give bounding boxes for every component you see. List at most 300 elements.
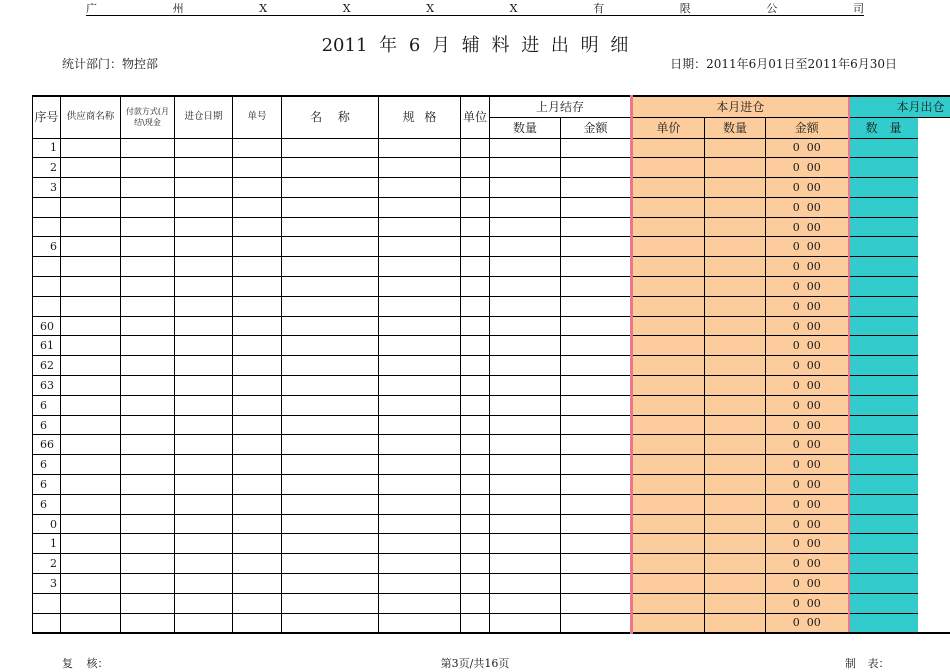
cell-prev-qty [490,296,561,316]
cell-name [282,277,379,297]
company-name-char: X [259,2,268,15]
cell-unit [461,296,490,316]
cell-name [282,534,379,554]
cell-unit [461,593,490,613]
cell-prev-qty [490,415,561,435]
cell-prev-qty [490,494,561,514]
table-row [33,237,950,257]
company-name-char: X [342,2,351,15]
cell-supplier [61,395,121,415]
cell-out-qty [849,336,918,356]
cell-blank [918,574,950,594]
cell-in-date [175,237,233,257]
cell-name [282,494,379,514]
cell-blank [918,613,950,633]
cell-blank [918,296,950,316]
company-name-char: 广 [86,2,97,15]
cell-in-price [632,158,705,178]
cell-in-qty [705,376,766,396]
table-row [33,336,950,356]
cell-in-amount: 0 00 [766,237,849,257]
table-header [33,96,950,138]
cell-blank [918,376,950,396]
cell-out-qty [849,494,918,514]
cell-seq [33,217,61,237]
cell-in-price [632,356,705,376]
cell-prev-qty [490,593,561,613]
cell-payment [121,138,175,158]
cell-in-amount: 0 00 [766,455,849,475]
header-in-price: 单价 [632,117,705,138]
cell-name [282,455,379,475]
company-name-char: X [509,2,518,15]
cell-name [282,435,379,455]
cell-prev-qty [490,613,561,633]
cell-in-qty [705,158,766,178]
header-prev-balance: 上月结存 [490,96,632,117]
cell-in-amount: 0 00 [766,316,849,336]
cell-in-price [632,514,705,534]
cell-unit [461,613,490,633]
cell-unit [461,277,490,297]
cell-unit [461,455,490,475]
cell-unit [461,197,490,217]
cell-prev-amount [561,217,632,237]
cell-name [282,554,379,574]
cell-in-date [175,257,233,277]
cell-in-date [175,178,233,198]
cell-prev-qty [490,574,561,594]
cell-supplier [61,257,121,277]
cell-blank [918,277,950,297]
cell-in-amount: 0 00 [766,138,849,158]
cell-in-price [632,336,705,356]
table-row [33,296,950,316]
cell-unit [461,415,490,435]
cell-seq: 1 [33,138,61,158]
table-row [33,494,950,514]
cell-prev-qty [490,217,561,237]
cell-in-qty [705,494,766,514]
inventory-table [32,95,950,634]
cell-spec [379,138,461,158]
cell-in-price [632,475,705,495]
cell-supplier [61,415,121,435]
company-name-char: 有 [593,2,605,15]
company-name-char: 限 [679,2,691,15]
cell-doc-no [233,613,282,633]
cell-in-date [175,534,233,554]
cell-in-qty [705,455,766,475]
cell-unit [461,316,490,336]
cell-name [282,138,379,158]
cell-prev-amount [561,237,632,257]
cell-in-amount: 0 00 [766,475,849,495]
cell-in-qty [705,554,766,574]
cell-in-amount: 0 00 [766,554,849,574]
cell-out-qty [849,356,918,376]
cell-in-qty [705,277,766,297]
cell-in-price [632,296,705,316]
cell-unit [461,435,490,455]
cell-unit [461,554,490,574]
cell-blank [918,158,950,178]
cell-unit [461,356,490,376]
header-in-amount: 金额 [766,117,849,138]
cell-prev-amount [561,494,632,514]
cell-seq: 1 [33,534,61,554]
table-row [33,435,950,455]
table-row [33,475,950,495]
cell-blank [918,435,950,455]
cell-spec [379,415,461,435]
cell-blank [918,514,950,534]
cell-seq: 3 [33,178,61,198]
page-number: 第3页/共16页 [440,657,510,670]
cell-prev-amount [561,554,632,574]
table-row [33,158,950,178]
cell-in-date [175,376,233,396]
cell-unit [461,574,490,594]
cell-payment [121,435,175,455]
cell-prev-amount [561,574,632,594]
cell-in-date [175,455,233,475]
cell-name [282,613,379,633]
cell-out-qty [849,554,918,574]
cell-in-qty [705,356,766,376]
cell-doc-no [233,237,282,257]
cell-supplier [61,336,121,356]
header-in-date: 进仓日期 [175,96,233,138]
cell-out-qty [849,574,918,594]
cell-prev-qty [490,158,561,178]
table-row [33,554,950,574]
cell-in-date [175,277,233,297]
cell-name [282,376,379,396]
cell-in-amount: 0 00 [766,593,849,613]
table-row [33,257,950,277]
cell-seq [33,277,61,297]
cell-in-amount: 0 00 [766,435,849,455]
header-payment [121,96,175,138]
cell-prev-qty [490,475,561,495]
cell-supplier [61,534,121,554]
cell-prev-qty [490,435,561,455]
cell-doc-no [233,257,282,277]
table-row [33,178,950,198]
cell-in-date [175,514,233,534]
cell-out-qty [849,534,918,554]
cell-prev-amount [561,336,632,356]
cell-in-price [632,217,705,237]
cell-payment [121,158,175,178]
cell-name [282,197,379,217]
cell-name [282,237,379,257]
cell-prev-amount [561,613,632,633]
cell-in-date [175,356,233,376]
cell-seq: 3 [33,574,61,594]
cell-name [282,257,379,277]
cell-prev-qty [490,356,561,376]
cell-payment [121,415,175,435]
cell-supplier [61,237,121,257]
cell-blank [918,217,950,237]
cell-name [282,336,379,356]
header-unit: 单位 [461,96,490,138]
cell-doc-no [233,376,282,396]
cell-in-qty [705,138,766,158]
cell-in-qty [705,613,766,633]
cell-prev-amount [561,178,632,198]
cell-doc-no [233,514,282,534]
cell-unit [461,514,490,534]
cell-seq [33,593,61,613]
cell-in-qty [705,197,766,217]
cell-in-amount: 0 00 [766,257,849,277]
cell-prev-qty [490,257,561,277]
cell-seq [33,613,61,633]
cell-payment [121,316,175,336]
cell-doc-no [233,356,282,376]
cell-name [282,178,379,198]
cell-blank [918,534,950,554]
cell-supplier [61,455,121,475]
cell-payment [121,475,175,495]
table-row [33,455,950,475]
cell-in-date [175,613,233,633]
cell-doc-no [233,494,282,514]
cell-payment [121,554,175,574]
cell-doc-no [233,593,282,613]
cell-in-amount: 0 00 [766,158,849,178]
cell-in-qty [705,395,766,415]
cell-in-date [175,296,233,316]
cell-in-date [175,593,233,613]
cell-unit [461,534,490,554]
cell-payment [121,494,175,514]
cell-prev-qty [490,455,561,475]
cell-prev-amount [561,415,632,435]
cell-doc-no [233,395,282,415]
cell-spec [379,217,461,237]
cell-in-price [632,257,705,277]
cell-name [282,158,379,178]
cell-payment [121,593,175,613]
cell-prev-qty [490,277,561,297]
cell-blank [918,415,950,435]
cell-in-amount: 0 00 [766,217,849,237]
header-supplier: 供应商名称 [61,96,121,138]
cell-in-amount: 0 00 [766,336,849,356]
cell-spec [379,237,461,257]
table-row [33,217,950,237]
cell-payment [121,574,175,594]
cell-supplier [61,475,121,495]
page-title: 2011 年 6 月 辅 料 进 出 明 细 [321,35,629,56]
cell-in-qty [705,237,766,257]
cell-in-price [632,574,705,594]
cell-payment [121,197,175,217]
cell-doc-no [233,336,282,356]
cell-in-date [175,435,233,455]
cell-unit [461,237,490,257]
header-name: 名 称 [282,96,379,138]
table-row [33,593,950,613]
cell-blank [918,178,950,198]
cell-spec [379,494,461,514]
table-row [33,277,950,297]
cell-in-qty [705,534,766,554]
cell-blank [918,395,950,415]
cell-in-price [632,376,705,396]
cell-payment [121,514,175,534]
cell-name [282,296,379,316]
cell-blank [918,554,950,574]
cell-doc-no [233,316,282,336]
cell-payment [121,296,175,316]
cell-prev-amount [561,277,632,297]
cell-prev-amount [561,376,632,396]
header-row [33,96,950,117]
cell-doc-no [233,178,282,198]
cell-spec [379,178,461,198]
cell-prev-qty [490,237,561,257]
cell-unit [461,178,490,198]
cell-prev-qty [490,395,561,415]
cell-payment [121,534,175,554]
cell-name [282,316,379,336]
cell-prev-amount [561,593,632,613]
company-name-char: X [426,2,435,15]
cell-seq: 62 [33,356,61,376]
cell-in-qty [705,336,766,356]
cell-blank [918,455,950,475]
cell-in-qty [705,316,766,336]
cell-supplier [61,316,121,336]
header-spec: 规 格 [379,96,461,138]
cell-in-amount: 0 00 [766,197,849,217]
cell-prev-qty [490,514,561,534]
cell-in-qty [705,415,766,435]
table-row [33,514,950,534]
cell-in-date [175,138,233,158]
cell-seq: 61 [33,336,61,356]
cell-in-qty [705,593,766,613]
cell-prev-qty [490,534,561,554]
cell-prev-amount [561,316,632,336]
cell-supplier [61,296,121,316]
cell-unit [461,376,490,396]
cell-prev-amount [561,197,632,217]
cell-prev-qty [490,376,561,396]
cell-out-qty [849,257,918,277]
cell-in-date [175,494,233,514]
cell-out-qty [849,178,918,198]
cell-unit [461,494,490,514]
cell-seq: 6 [33,494,61,514]
cell-in-price [632,415,705,435]
cell-prev-amount [561,356,632,376]
cell-payment [121,376,175,396]
cell-out-qty [849,415,918,435]
cell-unit [461,138,490,158]
cell-out-qty [849,514,918,534]
cell-seq: 60 [33,316,61,336]
cell-out-qty [849,475,918,495]
cell-doc-no [233,574,282,594]
cell-doc-no [233,534,282,554]
cell-spec [379,197,461,217]
header-month-out: 本月出仓 [849,96,950,117]
cell-prev-qty [490,336,561,356]
header-in-qty: 数量 [705,117,766,138]
cell-in-date [175,217,233,237]
cell-in-price [632,613,705,633]
cell-spec [379,435,461,455]
cell-supplier [61,178,121,198]
cell-out-qty [849,237,918,257]
cell-seq: 6 [33,237,61,257]
table-row [33,574,950,594]
header-payment-line1: 付款方式(月 [125,107,170,117]
company-name-char: 公 [766,2,778,15]
cell-spec [379,475,461,495]
header-month-in: 本月进仓 [632,96,849,117]
cell-in-price [632,455,705,475]
cell-name [282,475,379,495]
cell-out-qty [849,296,918,316]
cell-spec [379,277,461,297]
cell-name [282,415,379,435]
cell-in-amount: 0 00 [766,296,849,316]
cell-blank [918,336,950,356]
cell-in-price [632,554,705,574]
cell-out-qty [849,395,918,415]
cell-in-price [632,435,705,455]
cell-unit [461,257,490,277]
cell-in-price [632,534,705,554]
cell-supplier [61,435,121,455]
cell-in-amount: 0 00 [766,534,849,554]
cell-supplier [61,277,121,297]
cell-unit [461,475,490,495]
company-name [86,2,864,16]
cell-blank [918,257,950,277]
date-range-label: 日期：2011年6月01日至2011年6月30日 [670,57,897,71]
cell-blank [918,316,950,336]
table-row [33,395,950,415]
cell-supplier [61,554,121,574]
cell-payment [121,257,175,277]
cell-in-price [632,197,705,217]
review-label: 复 核： [62,657,109,670]
company-name-char: 州 [172,2,184,15]
cell-in-qty [705,435,766,455]
cell-spec [379,296,461,316]
cell-in-amount: 0 00 [766,277,849,297]
cell-in-date [175,475,233,495]
cell-prev-amount [561,138,632,158]
cell-out-qty [849,158,918,178]
cell-payment [121,455,175,475]
cell-payment [121,277,175,297]
cell-name [282,217,379,237]
cell-unit [461,217,490,237]
cell-in-amount: 0 00 [766,356,849,376]
cell-in-qty [705,475,766,495]
cell-out-qty [849,217,918,237]
cell-doc-no [233,415,282,435]
